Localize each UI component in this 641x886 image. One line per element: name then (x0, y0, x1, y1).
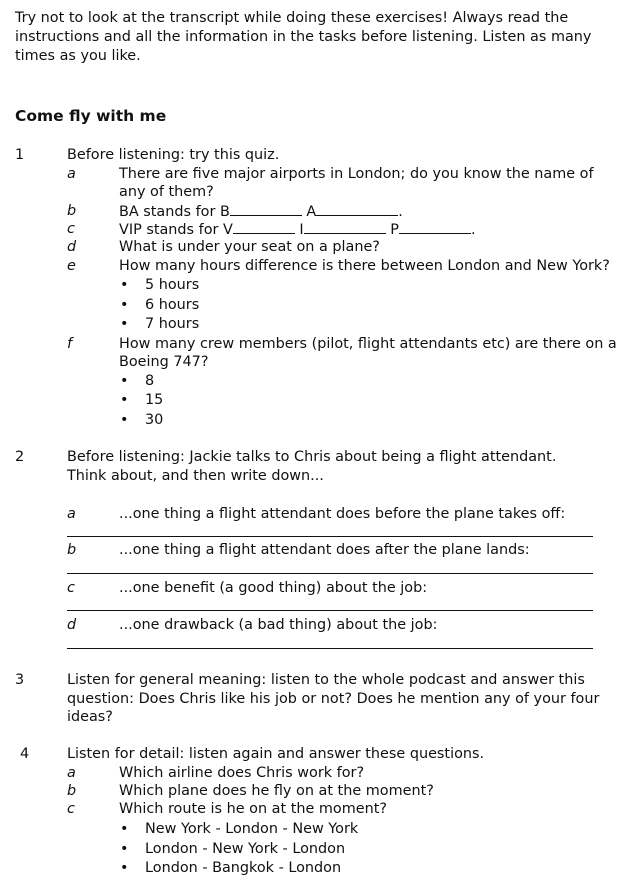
q1-b-text-a: A (306, 204, 317, 220)
q1-f-line2: Boeing 747? (119, 354, 209, 370)
q1-f-line1: How many crew members (pilot, flight attendants etc) are there on a (119, 336, 617, 352)
q2-b-letter: b (67, 542, 77, 558)
q1-b-letter: b (67, 203, 77, 219)
question-2-number: 2 (15, 449, 25, 465)
question-1-prompt: Before listening: try this quiz. (67, 147, 280, 163)
q4-a-text: Which airline does Chris work for? (119, 765, 365, 781)
q1-f-option: • 15 (145, 391, 163, 410)
q1-c-text-v: VIP stands for V (119, 222, 233, 238)
q4-c-option: • London - New York - London (145, 840, 345, 859)
q2-c-text: ...one benefit (a good thing) about the job: (119, 580, 428, 596)
question-2-line1: Before listening: Jackie talks to Chris about being a flight attendant. (67, 449, 557, 465)
q2-c-answer-line[interactable] (67, 610, 593, 611)
q1-d-letter: d (67, 239, 77, 255)
q2-a-text: ...one thing a flight attendant does before the plane takes off: (119, 506, 566, 522)
q1-c-letter: c (67, 221, 75, 237)
q2-d-letter: d (67, 617, 77, 633)
q1-f-option: • 8 (145, 372, 154, 391)
q4-c-option: • London - Bangkok - London (145, 859, 341, 878)
intro-instructions: Try not to look at the transcript while doing these exercises! Always read the instructions and all the information in the tasks before listening. Listen as many times as you like. (15, 10, 592, 64)
q2-b-answer-line[interactable] (67, 573, 593, 574)
q1-c-period: . (470, 222, 476, 238)
q1-c-blank-v[interactable] (233, 220, 295, 234)
q1-e-option: • 5 hours (145, 276, 199, 295)
q4-b-letter: b (67, 783, 77, 799)
question-3-line3: ideas? (67, 709, 113, 725)
q1-b-blank-b[interactable] (230, 202, 302, 216)
q1-f-option: • 30 (145, 411, 163, 430)
q2-d-answer-line[interactable] (67, 648, 593, 649)
q1-a-line1: There are five major airports in London; do you know the name of (119, 166, 594, 182)
question-4-prompt: Listen for detail: listen again and answer these questions. (67, 746, 485, 762)
question-4-number: 4 (20, 746, 30, 762)
q4-c-text: Which route is he on at the moment? (119, 801, 387, 817)
q1-c-text-p: P (390, 222, 399, 238)
q1-a-letter: a (67, 166, 76, 182)
q1-b-blank-a[interactable] (316, 202, 398, 216)
q1-e-option: • 6 hours (145, 296, 199, 315)
q2-a-answer-line[interactable] (67, 536, 593, 537)
question-3-line2: question: Does Chris like his job or not? Does he mention any of your four (67, 691, 600, 707)
q4-c-letter: c (67, 801, 75, 817)
q1-e-option: • 7 hours (145, 315, 199, 334)
q1-c-blank-i[interactable] (304, 220, 386, 234)
q2-a-letter: a (67, 506, 76, 522)
q1-c-text-i: I (299, 222, 304, 238)
question-3-line1: Listen for general meaning: listen to the whole podcast and answer this (67, 672, 585, 688)
q1-c-blank-p[interactable] (399, 220, 471, 234)
q1-b-question (119, 202, 403, 222)
q1-a-line2: any of them? (119, 184, 214, 200)
q1-f-letter: f (67, 336, 73, 352)
q1-d-text: What is under your seat on a plane? (119, 239, 380, 255)
q2-c-letter: c (67, 580, 75, 596)
q4-c-option: • New York - London - New York (145, 820, 358, 839)
q2-d-text: ...one drawback (a bad thing) about the job: (119, 617, 438, 633)
question-2-line2: Think about, and then write down... (67, 468, 324, 484)
q4-a-letter: a (67, 765, 76, 781)
question-3-number: 3 (15, 672, 25, 688)
q1-e-text: How many hours difference is there between London and New York? (119, 258, 610, 274)
q1-b-text-b: BA stands for B (119, 204, 230, 220)
question-1-number: 1 (15, 147, 25, 163)
worksheet-title: Come fly with me (15, 107, 167, 125)
q4-b-text: Which plane does he fly on at the moment? (119, 783, 434, 799)
q1-b-period: . (398, 204, 403, 220)
q1-c-question (119, 220, 476, 240)
q2-b-text: ...one thing a flight attendant does after the plane lands: (119, 542, 530, 558)
q1-e-letter: e (67, 258, 76, 274)
